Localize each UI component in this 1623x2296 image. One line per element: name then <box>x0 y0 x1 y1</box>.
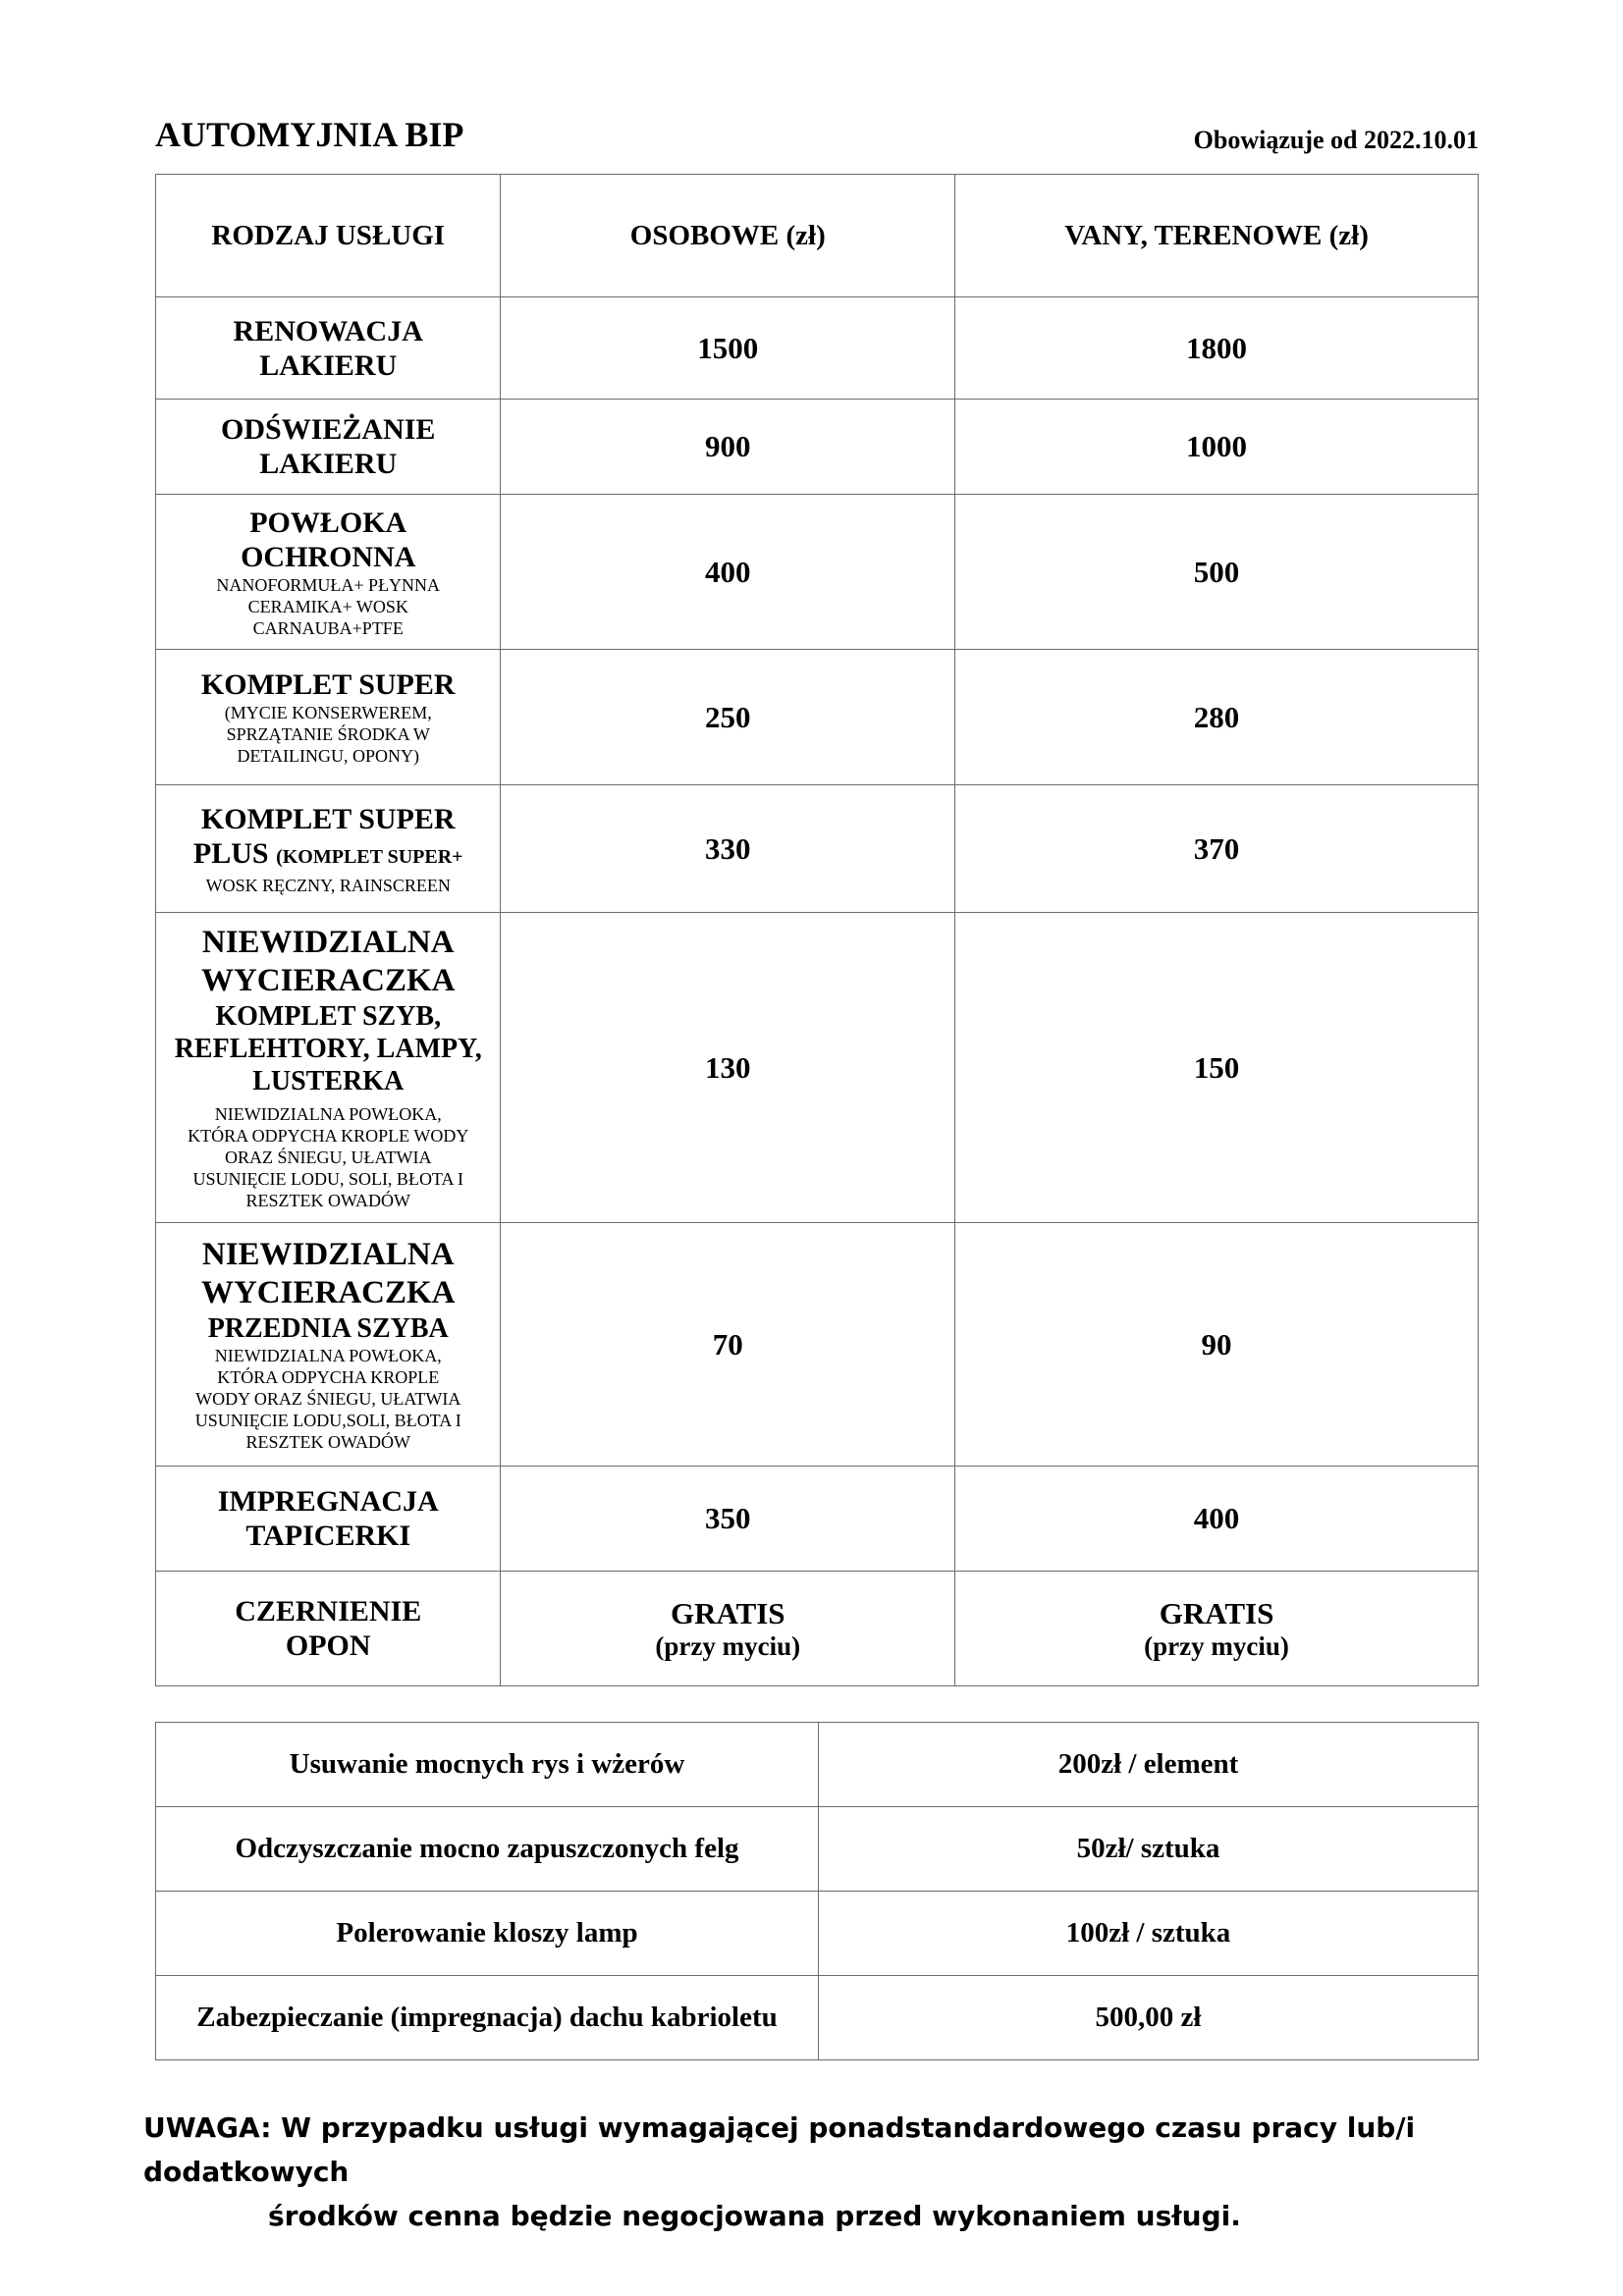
service-name-line2: LAKIERU <box>259 448 398 480</box>
table-row <box>156 913 1479 1223</box>
table-row <box>156 297 1479 400</box>
service-name-cell <box>156 650 501 785</box>
extra-service-price: 200zł / element <box>819 1723 1479 1807</box>
service-name-line2: TAPICERKI <box>245 1520 411 1552</box>
table-row <box>156 1807 1479 1892</box>
service-description: KTÓRA ODPYCHA KROPLE WODY <box>188 1126 469 1146</box>
service-name-line2: PLUS <box>192 836 269 870</box>
service-description: DETAILINGU, OPONY) <box>237 746 419 766</box>
services-price-table <box>155 174 1479 1686</box>
service-description: WODY ORAZ ŚNIEGU, UŁATWIA <box>195 1389 461 1409</box>
service-name: ODŚWIEŻANIE <box>221 413 436 446</box>
price-van: 90 <box>955 1223 1479 1467</box>
service-name: RENOWACJA <box>233 314 423 347</box>
table-row <box>156 400 1479 495</box>
service-name: NIEWIDZIALNA <box>201 1237 455 1272</box>
table-row <box>156 1223 1479 1467</box>
service-name-line2: OCHRONNA <box>241 540 416 573</box>
service-description: CERAMIKA+ WOSK <box>247 596 408 616</box>
table-row <box>156 1892 1479 1976</box>
service-name-cell <box>156 1223 501 1467</box>
service-description: RESZTEK OWADÓW <box>245 1432 410 1452</box>
service-subtitle: LUSTERKA <box>252 1066 405 1096</box>
table-row <box>156 1976 1479 2060</box>
price-car: 900 <box>501 400 955 495</box>
table-row <box>156 1467 1479 1572</box>
extra-service-price: 100zł / sztuka <box>819 1892 1479 1976</box>
table-header-row <box>156 175 1479 297</box>
extra-services-table <box>155 1722 1479 2060</box>
service-name-cell <box>156 1572 501 1686</box>
service-description-inline: (KOMPLET SUPER+ <box>276 845 463 868</box>
service-name-line2: WYCIERACZKA <box>200 963 456 998</box>
price-van: 150 <box>955 913 1479 1223</box>
price-van: GRATIS <box>1159 1595 1274 1630</box>
table-row <box>156 785 1479 913</box>
service-description: SPRZĄTANIE ŚRODKA W <box>226 724 430 744</box>
price-van: 500 <box>955 495 1479 650</box>
extra-service-name: Polerowanie kloszy lamp <box>156 1892 819 1976</box>
column-header-van: VANY, TERENOWE (zł) <box>955 175 1479 297</box>
price-van: 400 <box>955 1467 1479 1572</box>
service-name-line2: LAKIERU <box>259 348 398 382</box>
service-name-cell <box>156 785 501 913</box>
service-name-cell <box>156 400 501 495</box>
price-car-cell <box>501 1572 955 1686</box>
service-description: WOSK RĘCZNY, RAINSCREEN <box>205 875 451 895</box>
footer-note <box>143 2106 1623 2238</box>
price-van: 1000 <box>955 400 1479 495</box>
service-name-cell <box>156 913 501 1223</box>
service-description: RESZTEK OWADÓW <box>245 1191 410 1210</box>
service-subtitle: KOMPLET SZYB, <box>215 1001 442 1032</box>
column-header-service: RODZAJ USŁUGI <box>156 175 501 297</box>
service-name: POWŁOKA <box>249 506 407 539</box>
table-row <box>156 1572 1479 1686</box>
service-description: USUNIĘCIE LODU, SOLI, BŁOTA I <box>192 1169 463 1189</box>
table-row <box>156 1723 1479 1807</box>
column-header-car: OSOBOWE (zł) <box>501 175 955 297</box>
price-van: 1800 <box>955 297 1479 400</box>
service-subtitle: PRZEDNIA SZYBA <box>207 1313 449 1344</box>
service-description: USUNIĘCIE LODU,SOLI, BŁOTA I <box>194 1411 461 1430</box>
service-description: ORAZ ŚNIEGU, UŁATWIA <box>224 1148 432 1167</box>
service-name: IMPREGNACJA <box>217 1485 439 1518</box>
extra-service-name: Zabezpieczanie (impregnacja) dachu kabrioletu <box>156 1976 819 2060</box>
service-description: NANOFORMUŁA+ PŁYNNA <box>216 574 441 595</box>
service-subtitle: REFLEHTORY, LAMPY, <box>174 1034 482 1064</box>
table-row <box>156 650 1479 785</box>
price-van: 280 <box>955 650 1479 785</box>
service-name: NIEWIDZIALNA <box>201 925 455 960</box>
service-name-cell <box>156 297 501 400</box>
service-description: (MYCIE KONSERWEREM, <box>224 703 432 722</box>
service-description: NIEWIDZIALNA POWŁOKA, <box>214 1346 442 1365</box>
extra-service-price: 50zł/ sztuka <box>819 1807 1479 1892</box>
price-car: 1500 <box>501 297 955 400</box>
extra-service-name: Odczyszczanie mocno zapuszczonych felg <box>156 1807 819 1892</box>
price-van-cell <box>955 1572 1479 1686</box>
service-description: KTÓRA ODPYCHA KROPLE <box>217 1367 440 1387</box>
service-name-cell <box>156 1467 501 1572</box>
service-description: CARNAUBA+PTFE <box>252 617 404 638</box>
extra-service-price: 500,00 zł <box>819 1976 1479 2060</box>
footer-note-line2: środków cenna będzie negocjowana przed wykonaniem usługi. <box>268 2200 1241 2232</box>
price-van: 370 <box>955 785 1479 913</box>
service-description: NIEWIDZIALNA POWŁOKA, <box>214 1104 442 1124</box>
valid-from-date: Obowiązuje od 2022.10.01 <box>1193 126 1479 154</box>
service-name: KOMPLET SUPER <box>200 668 456 701</box>
price-car: 400 <box>501 495 955 650</box>
page-title: AUTOMYJNIA BIP <box>155 115 464 154</box>
price-car: 130 <box>501 913 955 1223</box>
table-row <box>156 495 1479 650</box>
service-name: KOMPLET SUPER <box>200 802 456 835</box>
price-car: GRATIS <box>670 1595 785 1630</box>
price-car: 350 <box>501 1467 955 1572</box>
service-name-cell <box>156 495 501 650</box>
price-car: 330 <box>501 785 955 913</box>
service-name-line2: OPON <box>285 1629 371 1662</box>
service-name: CZERNIENIE <box>235 1595 422 1628</box>
price-car: 70 <box>501 1223 955 1467</box>
extra-service-name: Usuwanie mocnych rys i wżerów <box>156 1723 819 1807</box>
price-car: 250 <box>501 650 955 785</box>
footer-note-line1: UWAGA: W przypadku usługi wymagającej ponadstandardowego czasu pracy lub/i dodatkowych <box>143 2111 1416 2188</box>
service-name-line2: WYCIERACZKA <box>200 1275 456 1310</box>
price-van-note: (przy myciu) <box>1144 1630 1289 1661</box>
price-car-note: (przy myciu) <box>655 1630 801 1661</box>
